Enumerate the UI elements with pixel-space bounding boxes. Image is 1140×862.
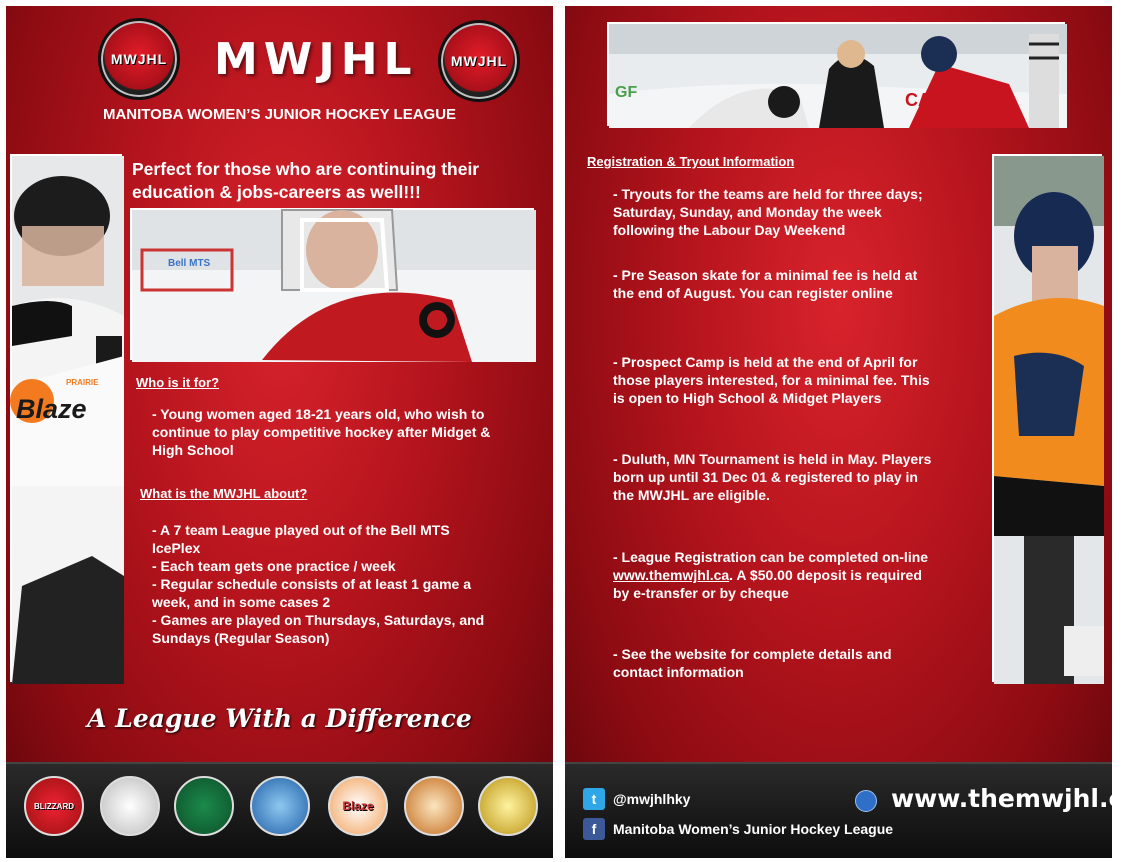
who-heading: Who is it for? — [136, 375, 220, 390]
list-item: - Duluth, MN Tournament is held in May. Players born up until 31 Dec 01 & registered to play in the MWJHL are eligible. — [613, 451, 932, 503]
right-page — [565, 6, 1140, 858]
team-logo-3 — [174, 776, 234, 836]
facebook-row[interactable] — [583, 818, 893, 840]
twitter-handle: @mwjhlhky — [613, 791, 691, 807]
faceoff-photo — [607, 22, 1065, 126]
arena-sign: Bell MTS — [168, 258, 211, 269]
list-item: - Regular schedule consists of at least 1 game a week, and in some cases 2 — [152, 576, 471, 610]
team-logo-label: BLIZZARD — [34, 801, 74, 811]
twitter-icon: t — [583, 788, 605, 810]
team-logo-label: Blaze — [342, 799, 374, 813]
mwjhl-logo — [98, 18, 180, 100]
about-heading: What is the MWJHL about? — [140, 486, 308, 501]
registration-tail: . A $50.00 deposit is required by e-transfer or by cheque — [613, 567, 922, 601]
who-text — [152, 405, 492, 459]
team-logo-6 — [404, 776, 464, 836]
logo-text: MWJHL — [110, 51, 168, 67]
list-item: - A 7 team League played out of the Bell MTS IcePlex — [152, 522, 450, 556]
logo-text: MWJHL — [450, 53, 508, 69]
page-title: MWJHL — [214, 34, 418, 85]
team-logo-2 — [100, 776, 160, 836]
facebook-name: Manitoba Women’s Junior Hockey League — [613, 821, 894, 837]
list-item: - Prospect Camp is held at the end of April for those players interested, for a minimal fee. This is open to High School & Midget Players — [613, 354, 930, 406]
left-page — [6, 6, 553, 858]
list-item: - Young women aged 18-21 years old, who wish to continue to play competitive hockey after Midget & High School — [152, 406, 491, 458]
team-logo-blaze — [328, 776, 388, 836]
team-logo-4 — [250, 776, 310, 836]
website-link[interactable]: www.themwjhl.ca — [891, 784, 1140, 813]
goalie-photo — [130, 208, 534, 360]
list-item: - See the website for complete details and contact information — [613, 646, 892, 680]
league-subtitle: MANITOBA WOMEN’S JUNIOR HOCKEY LEAGUE — [102, 106, 457, 123]
jersey-text: Blaze — [16, 394, 87, 424]
mwjhl-logo-right — [438, 20, 520, 102]
registration-heading: Registration & Tryout Information — [587, 154, 795, 169]
player-photo-right — [992, 154, 1102, 682]
globe-icon — [855, 790, 877, 812]
team-logo-7 — [478, 776, 538, 836]
list-item — [613, 548, 933, 602]
banner-text: GF — [615, 84, 638, 101]
tagline: Perfect for those who are continuing their education & jobs-careers as well!!! — [132, 159, 480, 202]
list-item: - Each team gets one practice / week — [152, 558, 396, 574]
banner-text-2: CAN — [905, 90, 944, 110]
team-logo-blizzard — [24, 776, 84, 836]
list-item: - Pre Season skate for a minimal fee is held at the end of August. You can register online — [613, 267, 918, 301]
player-photo-left — [10, 154, 122, 682]
list-item: - Tryouts for the teams are held for three days; Saturday, Sunday, and Monday the week following the Labour Day Weekend — [613, 186, 923, 238]
twitter-row[interactable] — [583, 788, 690, 810]
registration-link[interactable]: www.themwjhl.ca — [613, 567, 730, 583]
jersey-prefix: PRAIRIE — [66, 378, 99, 387]
facebook-icon: f — [583, 818, 605, 840]
registration-text: - League Registration can be completed on-line — [613, 549, 929, 565]
list-item: - Games are played on Thursdays, Saturdays, and Sundays (Regular Season) — [152, 612, 485, 646]
slogan: A League With a Difference — [87, 704, 472, 733]
about-text — [152, 521, 492, 647]
